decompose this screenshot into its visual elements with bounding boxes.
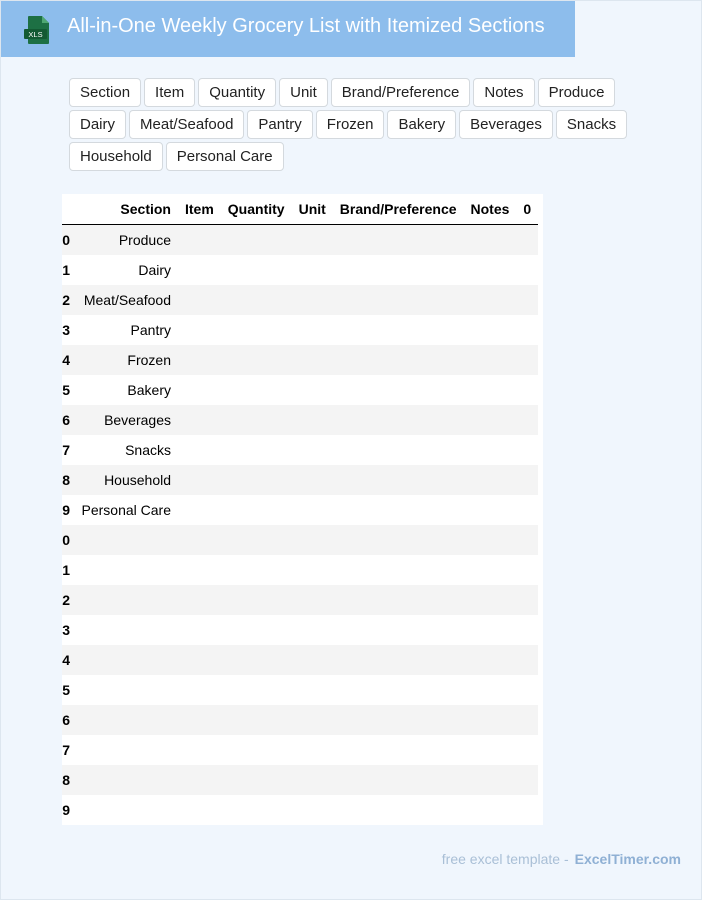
cell-notes[interactable] [464, 225, 517, 256]
chip-frozen[interactable]: Frozen [316, 110, 385, 139]
cell-zero[interactable] [516, 405, 538, 435]
cell-unit[interactable] [292, 675, 333, 705]
chip-dairy[interactable]: Dairy [69, 110, 126, 139]
chip-unit[interactable]: Unit [279, 78, 328, 107]
cell-notes[interactable] [464, 375, 517, 405]
row-index: 9 [62, 495, 70, 525]
cell-item[interactable] [178, 525, 221, 555]
row-index: 6 [62, 405, 70, 435]
table-row [62, 495, 538, 525]
cell-notes[interactable] [464, 705, 517, 735]
cell-section[interactable]: Personal Care [70, 495, 178, 525]
cell-brand-preference[interactable] [333, 255, 464, 285]
cell-quantity[interactable] [221, 555, 292, 585]
cell-quantity[interactable] [221, 255, 292, 285]
cell-quantity[interactable] [221, 525, 292, 555]
cell-brand-preference[interactable] [333, 615, 464, 645]
row-index: 3 [62, 315, 70, 345]
table-row [62, 465, 538, 495]
chip-section[interactable]: Section [69, 78, 141, 107]
table-row [62, 555, 538, 585]
cell-brand-preference[interactable] [333, 405, 464, 435]
cell-section[interactable] [70, 555, 178, 585]
cell-brand-preference[interactable] [333, 465, 464, 495]
cell-quantity[interactable] [221, 795, 292, 825]
row-index: 2 [62, 285, 70, 315]
cell-zero[interactable] [516, 435, 538, 465]
cell-brand-preference[interactable] [333, 795, 464, 825]
cell-brand-preference[interactable] [333, 495, 464, 525]
cell-notes[interactable] [464, 495, 517, 525]
row-index: 7 [62, 435, 70, 465]
table-row [62, 315, 538, 345]
cell-item[interactable] [178, 795, 221, 825]
cell-zero[interactable] [516, 225, 538, 256]
cell-notes[interactable] [464, 345, 517, 375]
cell-unit[interactable] [292, 435, 333, 465]
cell-quantity[interactable] [221, 495, 292, 525]
cell-section[interactable]: Produce [70, 225, 178, 256]
table-row [62, 405, 538, 435]
header-index [62, 194, 70, 225]
column-chip-bar [69, 78, 674, 171]
cell-item[interactable] [178, 345, 221, 375]
cell-section[interactable] [70, 795, 178, 825]
cell-section[interactable]: Household [70, 465, 178, 495]
cell-notes[interactable] [464, 585, 517, 615]
row-index: 1 [62, 255, 70, 285]
cell-quantity[interactable] [221, 765, 292, 795]
cell-notes[interactable] [464, 675, 517, 705]
row-index: 1 [62, 555, 70, 585]
table-header-row [62, 194, 538, 225]
cell-item[interactable] [178, 555, 221, 585]
row-index: 8 [62, 465, 70, 495]
cell-notes[interactable] [464, 765, 517, 795]
table-row [62, 345, 538, 375]
cell-brand-preference[interactable] [333, 285, 464, 315]
row-index: 5 [62, 375, 70, 405]
chip-personal-care[interactable]: Personal Care [166, 142, 284, 171]
cell-unit[interactable] [292, 465, 333, 495]
cell-section[interactable] [70, 705, 178, 735]
cell-notes[interactable] [464, 255, 517, 285]
cell-item[interactable] [178, 645, 221, 675]
cell-unit[interactable] [292, 555, 333, 585]
chip-quantity[interactable]: Quantity [198, 78, 276, 107]
row-index: 9 [62, 795, 70, 825]
cell-section[interactable] [70, 735, 178, 765]
footer-brand-link[interactable]: ExcelTimer.com [574, 851, 681, 867]
cell-quantity[interactable] [221, 315, 292, 345]
footer-text: free excel template - [441, 851, 569, 867]
cell-unit[interactable] [292, 645, 333, 675]
cell-section[interactable] [70, 675, 178, 705]
cell-unit[interactable] [292, 735, 333, 765]
cell-section[interactable] [70, 525, 178, 555]
table-body [62, 225, 538, 826]
cell-zero[interactable] [516, 675, 538, 705]
cell-brand-preference[interactable] [333, 315, 464, 345]
cell-unit[interactable] [292, 345, 333, 375]
cell-item[interactable] [178, 405, 221, 435]
cell-item[interactable] [178, 255, 221, 285]
cell-brand-preference[interactable] [333, 375, 464, 405]
cell-quantity[interactable] [221, 225, 292, 256]
chip-beverages[interactable]: Beverages [459, 110, 553, 139]
cell-notes[interactable] [464, 795, 517, 825]
page-title: All-in-One Weekly Grocery List with Itemized Sections [67, 15, 545, 37]
cell-brand-preference[interactable] [333, 735, 464, 765]
cell-brand-preference[interactable] [333, 525, 464, 555]
cell-quantity[interactable] [221, 375, 292, 405]
cell-zero[interactable] [516, 315, 538, 345]
cell-notes[interactable] [464, 435, 517, 465]
cell-notes[interactable] [464, 285, 517, 315]
cell-item[interactable] [178, 765, 221, 795]
table-row [62, 375, 538, 405]
cell-zero[interactable] [516, 345, 538, 375]
chip-produce[interactable]: Produce [538, 78, 616, 107]
chip-pantry[interactable]: Pantry [247, 110, 312, 139]
table-row [62, 285, 538, 315]
cell-quantity[interactable] [221, 735, 292, 765]
footer [442, 851, 681, 867]
cell-unit[interactable] [292, 405, 333, 435]
cell-unit[interactable] [292, 795, 333, 825]
cell-notes[interactable] [464, 315, 517, 345]
cell-brand-preference[interactable] [333, 555, 464, 585]
cell-item[interactable] [178, 225, 221, 256]
cell-unit[interactable] [292, 285, 333, 315]
cell-item[interactable] [178, 615, 221, 645]
cell-item[interactable] [178, 375, 221, 405]
row-index: 5 [62, 675, 70, 705]
cell-notes[interactable] [464, 525, 517, 555]
cell-zero[interactable] [516, 525, 538, 555]
chip-meat-seafood[interactable]: Meat/Seafood [129, 110, 244, 139]
cell-quantity[interactable] [221, 435, 292, 465]
cell-notes[interactable] [464, 735, 517, 765]
header-section: Section [70, 194, 178, 225]
row-index: 8 [62, 765, 70, 795]
table-row [62, 615, 538, 645]
cell-notes[interactable] [464, 555, 517, 585]
cell-brand-preference[interactable] [333, 645, 464, 675]
excel-file-icon [23, 15, 51, 45]
cell-section[interactable] [70, 645, 178, 675]
table-row [62, 255, 538, 285]
cell-quantity[interactable] [221, 405, 292, 435]
cell-brand-preference[interactable] [333, 225, 464, 256]
header-0: 0 [516, 194, 538, 225]
header-brand-preference: Brand/Preference [333, 194, 464, 225]
header-notes: Notes [464, 194, 517, 225]
cell-zero[interactable] [516, 765, 538, 795]
cell-brand-preference[interactable] [333, 585, 464, 615]
cell-unit[interactable] [292, 225, 333, 256]
cell-zero[interactable] [516, 795, 538, 825]
row-index: 3 [62, 615, 70, 645]
cell-zero[interactable] [516, 615, 538, 645]
cell-brand-preference[interactable] [333, 705, 464, 735]
cell-zero[interactable] [516, 585, 538, 615]
table-row [62, 225, 538, 256]
chip-notes[interactable]: Notes [473, 78, 534, 107]
cell-item[interactable] [178, 285, 221, 315]
table-row [62, 435, 538, 465]
table-row [62, 735, 538, 765]
cell-zero[interactable] [516, 375, 538, 405]
cell-zero[interactable] [516, 465, 538, 495]
title-bar [1, 1, 575, 57]
cell-unit[interactable] [292, 375, 333, 405]
cell-item[interactable] [178, 705, 221, 735]
cell-notes[interactable] [464, 465, 517, 495]
cell-zero[interactable] [516, 255, 538, 285]
cell-zero[interactable] [516, 555, 538, 585]
icon-label: XLS [28, 30, 43, 39]
cell-item[interactable] [178, 675, 221, 705]
chip-bakery[interactable]: Bakery [387, 110, 456, 139]
cell-quantity[interactable] [221, 705, 292, 735]
chip-snacks[interactable]: Snacks [556, 110, 627, 139]
table-row [62, 585, 538, 615]
cell-brand-preference[interactable] [333, 435, 464, 465]
row-index: 7 [62, 735, 70, 765]
header-unit: Unit [292, 194, 333, 225]
grocery-table [62, 194, 538, 825]
cell-unit[interactable] [292, 765, 333, 795]
header-item: Item [178, 194, 221, 225]
cell-quantity[interactable] [221, 285, 292, 315]
cell-zero[interactable] [516, 735, 538, 765]
cell-unit[interactable] [292, 495, 333, 525]
cell-brand-preference[interactable] [333, 675, 464, 705]
chip-brand-preference[interactable]: Brand/Preference [331, 78, 471, 107]
row-index: 0 [62, 525, 70, 555]
table-row [62, 705, 538, 735]
cell-brand-preference[interactable] [333, 765, 464, 795]
cell-unit[interactable] [292, 705, 333, 735]
cell-quantity[interactable] [221, 615, 292, 645]
grocery-table-container [62, 194, 543, 825]
cell-item[interactable] [178, 315, 221, 345]
header-quantity: Quantity [221, 194, 292, 225]
row-index: 2 [62, 585, 70, 615]
cell-section[interactable]: Frozen [70, 345, 178, 375]
cell-item[interactable] [178, 585, 221, 615]
cell-unit[interactable] [292, 585, 333, 615]
cell-zero[interactable] [516, 705, 538, 735]
cell-notes[interactable] [464, 645, 517, 675]
cell-unit[interactable] [292, 615, 333, 645]
cell-unit[interactable] [292, 255, 333, 285]
cell-section[interactable]: Snacks [70, 435, 178, 465]
chip-item[interactable]: Item [144, 78, 195, 107]
cell-zero[interactable] [516, 285, 538, 315]
table-row [62, 795, 538, 825]
cell-item[interactable] [178, 735, 221, 765]
cell-section[interactable] [70, 585, 178, 615]
cell-notes[interactable] [464, 405, 517, 435]
cell-unit[interactable] [292, 525, 333, 555]
cell-quantity[interactable] [221, 465, 292, 495]
cell-quantity[interactable] [221, 585, 292, 615]
cell-item[interactable] [178, 495, 221, 525]
table-row [62, 645, 538, 675]
cell-section[interactable] [70, 765, 178, 795]
cell-section[interactable]: Beverages [70, 405, 178, 435]
table-row [62, 525, 538, 555]
table-row [62, 675, 538, 705]
chip-household[interactable]: Household [69, 142, 163, 171]
cell-section[interactable]: Dairy [70, 255, 178, 285]
cell-zero[interactable] [516, 495, 538, 525]
cell-unit[interactable] [292, 315, 333, 345]
row-index: 4 [62, 645, 70, 675]
cell-zero[interactable] [516, 645, 538, 675]
cell-section[interactable]: Bakery [70, 375, 178, 405]
cell-section[interactable]: Meat/Seafood [70, 285, 178, 315]
table-row [62, 765, 538, 795]
cell-notes[interactable] [464, 615, 517, 645]
cell-item[interactable] [178, 465, 221, 495]
cell-quantity[interactable] [221, 645, 292, 675]
row-index: 4 [62, 345, 70, 375]
row-index: 0 [62, 225, 70, 256]
cell-brand-preference[interactable] [333, 345, 464, 375]
cell-item[interactable] [178, 435, 221, 465]
cell-section[interactable]: Pantry [70, 315, 178, 345]
cell-section[interactable] [70, 615, 178, 645]
row-index: 6 [62, 705, 70, 735]
cell-quantity[interactable] [221, 675, 292, 705]
cell-quantity[interactable] [221, 345, 292, 375]
